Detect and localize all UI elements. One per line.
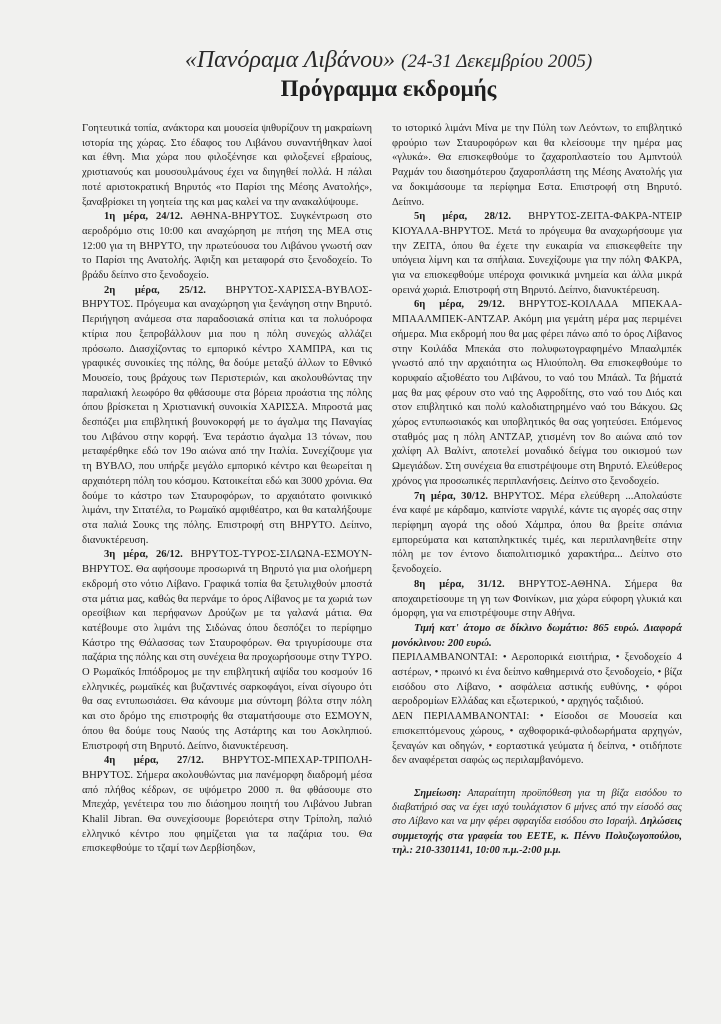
included-list: ΠΕΡΙΛΑΜΒΑΝΟΝΤΑΙ: • Αεροπορικά εισιτήρια, • ξενοδοχείο 4 αστέρων, • πρωινό κι ένα δείπνο καθημερινά στο ξενοδοχείο, • βίζα εισόδου στο Λίβανο, • ασφάλεια αστικής ευθύνης, • φόροι αεροδρομίων Ελλάδας και εξωτερικού, • αρχηγός ταξιδιού. (392, 652, 682, 708)
day-5-text: ΒΗΡΥΤΟΣ-ΖΕΙΤΑ-ΦΑΚΡΑ-ΝΤΕΙΡ ΚΙΟΥΑΛΑ-ΒΗΡΥΤΟΣ. Μετά το πρόγευμα θα αναχωρήσουμε για την ΖΕΙΤΑ, όπου θα έχετε την ευκαιρία να επισκεφθείτε την υπόγεια λίμνη και τα σπήλαια. Συνεχίζουμε για την πόλη ΦΑΚΡΑ, για να επισκεφθούμε υπέροχα φοινικικά μνημεία και άλλα μικρά ορεινά χωριά. Επιστροφή στη Βηρυτό. Δείπνο, διανυκτέρευση. (392, 211, 682, 296)
day-7-label: 7η μέρα, 30/12. (414, 490, 488, 502)
day-6-paragraph (392, 298, 682, 489)
day-3-label: 3η μέρα, 26/12. (104, 549, 183, 561)
day-5-paragraph (392, 210, 682, 298)
header (94, 46, 683, 102)
title-line (94, 46, 683, 76)
day-8-text: ΒΗΡΥΤΟΣ-ΑΘΗΝΑ. Σήμερα θα αποχαιρετίσουμε τη γη των Φοινίκων, μια χώρα εύφορη γλυκιά και όμορφη, για να επιστρέψουμε στην Αθήνα. (392, 578, 682, 620)
day-2-text: ΒΗΡΥΤΟΣ-ΧΑΡΙΣΣΑ-ΒΥΒΛΟΣ-ΒΗΡΥΤΟΣ. Πρόγευμα και αναχώρηση για ξενάγηση στην Βηρυτό. Περιήγηση ανάμεσα στα παραδοσιακά σπίτια και τα πολυόροφα κτίρια που ξεπροβάλλουν μια που η πόλη συνεχώς αλλάζει πρόσωπο. Διασχίζοντας το εμπορικό κέντρο ΧΑΜΠΡΑ, και τις γραφικές συνοικίες της πόλης, θα δούμε μεταξύ άλλων το Εθνικό Μουσείο, τους βράχους των Περιστεριών, και ακολουθώντας την παραλιακή λεωφόρο θα φθάσουμε στα βόρεια προάστια της πόλης όπου βρίσκεται η Χριστιανική συνοικία ΧΑΡΙΣΣΑ. Μπροστά μας δεσπόζει μια επιβλητική βουνοκορφή με το άγαλμα της Παναγίας του Λιβάνου στην κορφή. Ένα τεράστιο άγαλμα 13 τόνων, που μεταφέρθηκε εδώ τον 19ο αιώνα από την Ιταλία. Συνεχίζουμε για τη ΒΥΒΛΟ, που υπήρξε μεγάλο εμπορικό κέντρο και θεωρείται η αρχαιότερη πόλη του κόσμου. Κατοικείται εδώ και 3000 χρόνια. Θα δούμε το κάστρο των Σταυροφόρων, το αρχαιότατο φοινικικό λιμάνι, την Σιτατέλα, το Ρωμαϊκό αμφιθέατρο, και θα καταλήξουμε στα παλιά Σουκς της πόλης. Επιστροφή στη ΒΗΡΥΤΟ. Δείπνο, διανυκτέρευση. (82, 284, 372, 546)
day-5-label: 5η μέρα, 28/12. (414, 211, 512, 223)
day-1-label: 1η μέρα, 24/12. (104, 211, 183, 223)
day-4-continuation: το ιστορικό λιμάνι Μίνα με την Πύλη των Λεόντων, το επιβλητικό φρούριο των Σταυροφόρων και θα κλείσουμε την ημέρα μας «γλυκά». Θα επισκεφθούμε το ζαχαροπλαστείο του Αμπντούλ Ραχμάν του διασημότερου ζαχαροπλάστη της Μέσης Ανατολής για να δοκιμάσουμε τα περίφημα Εστα. Επιστροφή στη Βηρυτό. Δείπνο. (392, 123, 682, 208)
title-dates: (24-31 Δεκεμβρίου 2005) (401, 51, 593, 72)
right-column (392, 122, 682, 858)
price-line: Τιμή κατ' άτομο σε δίκλινο δωμάτιο: 865 ευρώ. Διαφορά μονόκλινου: 200 ευρώ. (392, 622, 682, 649)
note-paragraph (392, 787, 682, 858)
day-3-paragraph (82, 548, 372, 754)
text-columns (82, 122, 683, 858)
day-8-label: 8η μέρα, 31/12. (414, 578, 505, 590)
day-6-label: 6η μέρα, 29/12. (414, 299, 505, 311)
day-2-paragraph (82, 284, 372, 549)
main-title: «Πανόραμα Λιβάνου» (184, 47, 396, 73)
left-column (82, 122, 372, 858)
day-4-paragraph (82, 754, 372, 857)
excluded-list: ΔΕΝ ΠΕΡΙΛΑΜΒΑΝΟΝΤΑΙ: • Είσοδοι σε Μουσεία και επισκεπτόμενους χώρους, • αχθοφορικά-φιλοδωρήματα αρχηγών, ξεναγών και οδηγών, • εορταστικά γεύματα ή δείπνα, • οτιδήποτε δεν αναφέρεται σαφώς ως περιλαμβανόμενο. (392, 711, 682, 767)
day-4-label: 4η μέρα, 27/12. (104, 755, 204, 767)
note-text: Απαραίτητη προϋπόθεση για τη βίζα εισόδου το διαβατήριό σας να έχει ισχύ τουλάχιστον 6 μήνες από την είσοδό σας στο Λίβανο και να μην φέρει σφραγίδα εισόδου στο Ισραήλ. (392, 787, 682, 828)
day-3-text: ΒΗΡΥΤΟΣ-ΤΥΡΟΣ-ΣΙΛΩΝΑ-ΕΣΜΟΥΝ-ΒΗΡΥΤΟΣ. Θα αφήσουμε προσωρινά τη Βηρυτό για μια ολοήμερη εκδρομή στο νότιο Λίβανο. Γραφικά τοπία θα ξετυλιχθούν μποστά στα μάτια μας, καθώς θα περνάμε το όρος Λίβανος με τα χωριά των ορεσίβιων και περήφανων Δρούζων με τα γαλανά μάτια. Θα κατέβουμε στο λιμάνι της Σιδώνας όπου δεσπόζει το περίφημο Κάστρο της Θάλασσας των Σταυροφόρων. Θα τριγυρίσουμε στα παζάρια της πόλης και στη συνέχεια θα προχωρήσουμε στην ΤΥΡΟ. Ο Ρωμαϊκός Ιππόδρομος με την επιβλητική αψίδα του κοσμούν 16 ελληνικές, ρωμαϊκές και βυζαντινές σαρκοφάγοι, είναι σίγουρο ότι θα σας εντυπωσιάσει. Θα κάνουμε μια σύντομη βόλτα στην πόλη και στο δρόμο της επιστροφής θα σταματήσουμε στο ΕΣΜΟΥΝ, όπου θα δούμε τους Ναούς της Αστάρτης και του Ασκληπιού. Επιστροφή στη Βηρυτό. Δείπνο, διανυκτέρευση. (82, 549, 372, 752)
note-label: Σημείωση: (414, 787, 462, 799)
day-7-paragraph (392, 490, 682, 578)
day-6-text: ΒΗΡΥΤΟΣ-ΚΟΙΛΑΔΑ ΜΠΕΚΑΑ-ΜΠΑΑΛΜΠΕΚ-ΑΝΤΖΑΡ. Ακόμη μια γεμάτη μέρα μας περιμένει σήμερα. Μια εκδρομή που θα μας φέρει πάνω από το όρος Λίβανος στην Κοιλάδα Μπεκάα στο πολυφωτογραφημένο Μπααλμπέκ γνωστό από την αρχαιότητα ως Ηλιούπολη. Θα επισκεφθούμε το κορυφαίο αξιοθέατο του Λιβάνου, το ναό του Μπάαλ. Τα βήματά μας θα μας φέρουν στο ναό της Αφροδίτης, στο ναό του Διός και στον επιβλητικό και πολύ καλοδιατηρημένο ναό του Βάκχου. Ως χώρος εντυπωσιακός και υποβλητικός θα σας γοητεύσει. Επόμενος σταθμός μας η πόλη ΑΝΤΖΑΡ, χτισμένη τον 8ο αιώνα από τον χαλίφη Αλ Βαλίντ, αποτελεί μοναδικό δείγμα του οικισμού των Ωμεγιάδων. Στη συνέχεια θα επιστρέψουμε στη Βηρυτό. Ελεύθερος χρόνος για προσωπικές περιπλανήσεις. Δείπνο στο ξενοδοχείο. (392, 299, 683, 487)
day-8-paragraph (392, 578, 682, 622)
day-1-text: ΑΘΗΝΑ-ΒΗΡΥΤΟΣ. Συγκέντρωση στο αεροδρόμιο στις 10:00 και αναχώρηση με πτήση της ΜΕΑ στις 12:00 για τη ΒΗΡΥΤΟ, την πρωτεύουσα του Λιβάνου γνωστή σαν το Παρίσι της Ανατολής. Άφιξη και μεταφορά στο ξενοδοχείο. Το βράδυ δείπνο στο ξενοδοχείο. (82, 211, 372, 282)
day-2-label: 2η μέρα, 25/12. (104, 284, 206, 296)
day-1-paragraph (82, 210, 372, 284)
day-7-text: ΒΗΡΥΤΟΣ. Μέρα ελεύθερη ...Απολαύστε ένα καφέ με κάρδαμο, καπνίστε ναργιλέ, κάντε τις αγορές σας στην περίφημη αγορά της οδού Χάμπρα, όπου θα βρείτε σπάνια εμπορεύματα και καταπληκτικές τιμές, και περιπλανηθείτε στην πόλη με τον έντονο διαπολιτισμικό χαρακτήρα... Δείπνο στο ξενοδοχείο. (392, 490, 682, 576)
subtitle: Πρόγραμμα εκδρομής (280, 76, 497, 101)
day-4-text: ΒΗΡΥΤΟΣ-ΜΠΕΧΑΡ-ΤΡΙΠΟΛΗ-ΒΗΡΥΤΟΣ. Σήμερα ακολουθώντας μια πανέμορφη διαδρομή μέσα από πλήθος κέδρων, σε υψόμετρο 2000 π. θα φθάσουμε στο Μπεχάρ, γενέτειρα του πιο διάσημου ποιητή του Λιβάνου Jubran Khalil Jibran. Θα συνεχίσουμε βορειότερα στην Τρίπολη, παλιό ελληνικό κέντρο που φημίζεται για τα παζάρια του. Θα επισκεφθούμε το τζαμί των Δερβίσηδων, (82, 755, 372, 855)
intro-paragraph: Γοητευτικά τοπία, ανάκτορα και μουσεία ψιθυρίζουν τη μακραίωνη ιστορία της χώρας. Στο έδαφος του Λιβάνου συναντήθηκαν λαοί και έθνη. Μια χώρα που φιλοξένησε και φιλοξενεί εβραίους, χριστιανούς και μουσουλμάνους έχει να διηγηθεί πολλά. Η πάλαι ποτέ αριστοκρατική Βηρυτός «το Παρίσι της Μέσης Ανατολής», ξαναβρίσκει τη γοητεία της και μας καλεί να την ανακαλύψουμε. (82, 123, 372, 208)
note-contact: Δηλώσεις συμμετοχής στα γραφεία του ΕΕΤΕ, κ. Πέννυ Πολυζωγοπούλου, τηλ.: 210-3301141, 10:00 π.μ.-2:00 μ.μ. (392, 816, 682, 856)
